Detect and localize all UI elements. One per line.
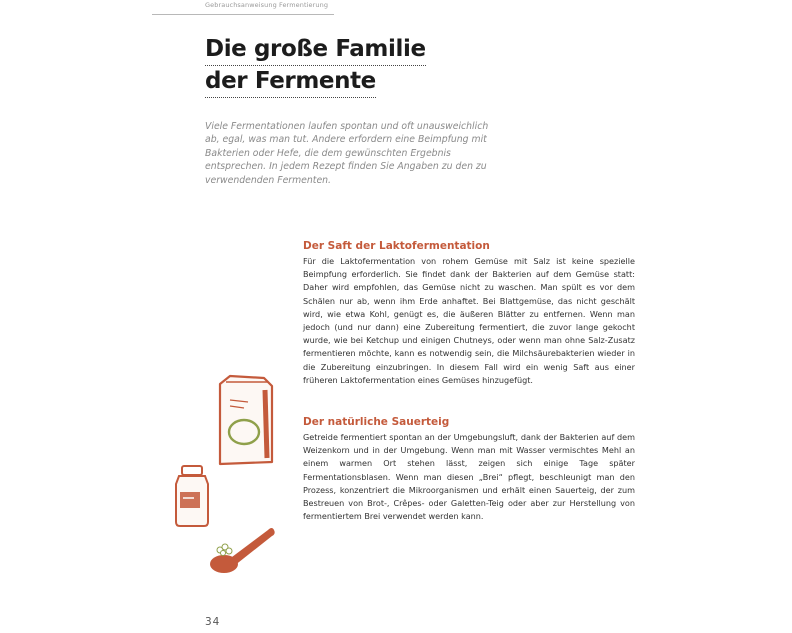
page-title	[205, 34, 426, 98]
jar-icon	[176, 466, 208, 526]
section-body: Getreide fermentiert spontan an der Umgebungsluft, dank der Bakterien auf dem Weizenkorn und in der Umgebung. Wenn man mit Wasser vermischtes Mehl an einem warmen Ort stehen lässt, zeigen sich einige Tage später Fermentationsblasen. Wenn man diesen „Brei“ pflegt, beschleunigt man den Prozess, konzentriert die Mikroorganismen und erhält einen Sauerteig, der zum Bestreuen von Brot-, Crêpes- oder Galetten-Teig oder aber zur Herstellung von fermentiertem Brei verwendet werden kann.	[303, 432, 635, 522]
section-heading: Der Saft der Laktofermentation	[303, 240, 490, 252]
intro-paragraph: Viele Fermentationen laufen spontan und oft unausweichlich ab, egal, was man tut. Andere erfordern eine Beimpfung mit Bakterien oder Hefe, die dem gewünschten Ergebnis entsprechen. In jedem Rezept finden Sie Angaben zu den zu verwendenden Fermenten.	[205, 121, 489, 186]
running-header: Gebrauchsanweisung Fermentierung	[205, 1, 329, 9]
page-number: 34	[205, 616, 221, 628]
section-body: Für die Laktofermentation von rohem Gemüse mit Salz ist keine spezielle Beimpfung erforderlich. Sie findet dank der Bakterien auf dem Gemüse statt: Daher wird empfohlen, das Gemüse nicht zu waschen. Man spült es vor dem Schälen nur ab, wenn ihm Erde anhaftet. Bei Blattgemüse, das nicht geschält wird, wie etwa Kohl, genügt es, die äußeren Blätter zu entfernen. Wenn man jedoch (und nur dann) eine Zubereitung fermentiert, die zuvor lange gekocht wurde, wie bei Ketchup und einigen Chutneys, oder wenn man ohne Salz-Zusatz fermentieren möchte, kann es notwendig sein, die Milchsäurebakterien wieder in die Zubereitung einzubringen. In diesem Fall wird ein wenig Saft aus einer früheren Laktofermentation eines Gemüses hinzugefügt.	[303, 256, 635, 385]
flour-bag-icon	[220, 376, 272, 464]
section-heading: Der natürliche Sauerteig	[303, 416, 450, 428]
section-sauerteig	[303, 416, 635, 523]
measuring-spoon-icon	[210, 528, 275, 573]
title-line-2: der Fermente	[205, 66, 376, 98]
section-laktofermentation	[303, 240, 635, 387]
fermentation-illustration	[168, 370, 280, 580]
header-rule	[152, 14, 334, 15]
title-line-1: Die große Familie	[205, 34, 426, 66]
